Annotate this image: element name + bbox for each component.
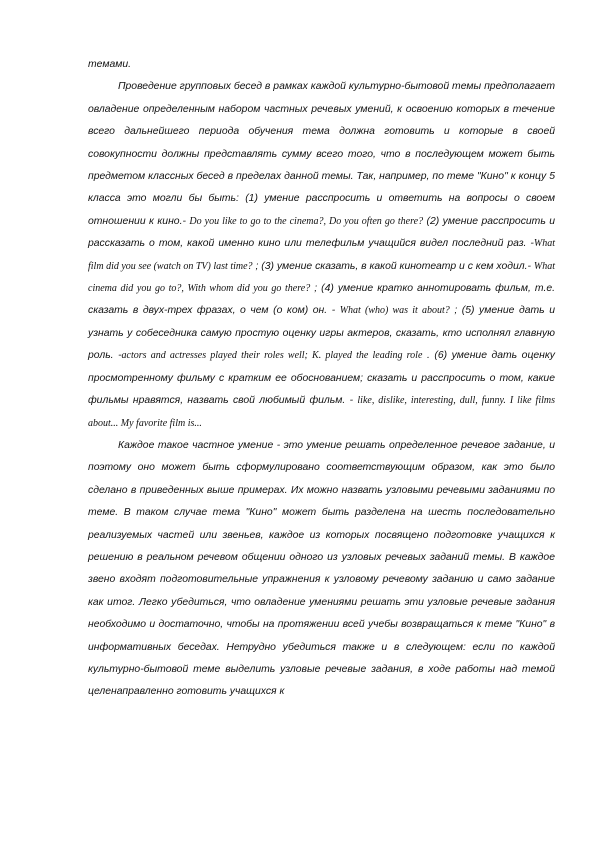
english-phrase: What cinema did you go to?, With whom did you go there?: [88, 260, 555, 295]
text-run: темами.: [88, 59, 132, 70]
paragraph-2: [88, 76, 555, 435]
text-run: . (6) умение дать оценку просмотренному фильму с кратким ее обоснованием; сказать и расспросить о том, какие фильмы нравятся, назвать свой любимый фильм. -: [88, 350, 555, 407]
english-phrase: Do you like to go to the cinema?, Do you often go there?: [189, 215, 424, 227]
paragraph-3: [88, 435, 555, 704]
english-phrase: actors and actresses played their roles well; K. played the leading role: [121, 350, 423, 362]
document-page: [88, 54, 555, 704]
english-phrase: What (who) was it about?: [339, 305, 450, 317]
english-phrase: What film did you see (watch on TV) last time?: [88, 238, 555, 272]
paragraph-1: [88, 54, 555, 76]
text-run: (2) умение расспросить и рассказать о том, какой именно кино или телефильм учащийся видел последний раз. -: [88, 215, 556, 250]
text-run: Каждое такое частное умение - это умение решать определенное речевое задание, и поэтому оно может быть сформулировано соответствующим образом, как это было сделано в приведенных выше примерах. Их можно назвать узловыми речевыми заданиями по теме. В таком случае тема "Кино" может быть разделена на шесть последовательно реализуемых частей или звеньев, каждое из которых посвящено подготовке учащихся к решению в реальном речевом общении одного из узловых речевых заданий темы. В каждое звено входят подготовительные упражнения к узловому речевому заданию и само задание как итог. Легко убедиться, что овладение умениями решать эти узловые речевые задания необходимо и достаточно, чтобы на протяжении всей учебы возвращаться к теме "Кино" в информативных беседах. Нетрудно убедиться также и в следующем: если по каждой культурно-бытовой теме выделить узловые речевые задания, в ходе работы над темой целенаправленно готовить учащихся к: [88, 439, 555, 698]
text-run: ; (4) умение кратко аннотировать фильм, т.е. сказать в двух-трех фразах, о чем (о ком) он. -: [88, 283, 556, 317]
english-phrase: like, dislike, interesting, dull, funny. I like films about... My favorite film is...: [88, 395, 555, 429]
text-run: ; (3) умение сказать, в какой кинотеатр и с кем ходил.-: [252, 260, 534, 272]
text-run: ; (5) умение дать и узнать у собеседника самую простую оценку игры актеров, сказать, кто исполнял главную роль. -: [88, 305, 555, 362]
text-run: Проведение групповых бесед в рамках каждой культурно-бытовой темы предполагает овладение определенным набором частных речевых умений, к освоению которых в течение всего дальнейшего периода обучения тема должна готовить и которые в своей совокупности должны представлять сумму всего того, что в последующем может быть предметом классных бесед в пределах данной темы. Так, например, по теме "Кино" к концу 5 класса это могли бы быть: (1) умение расспросить и ответить на вопросы о своем отношении к кино.-: [88, 81, 555, 227]
